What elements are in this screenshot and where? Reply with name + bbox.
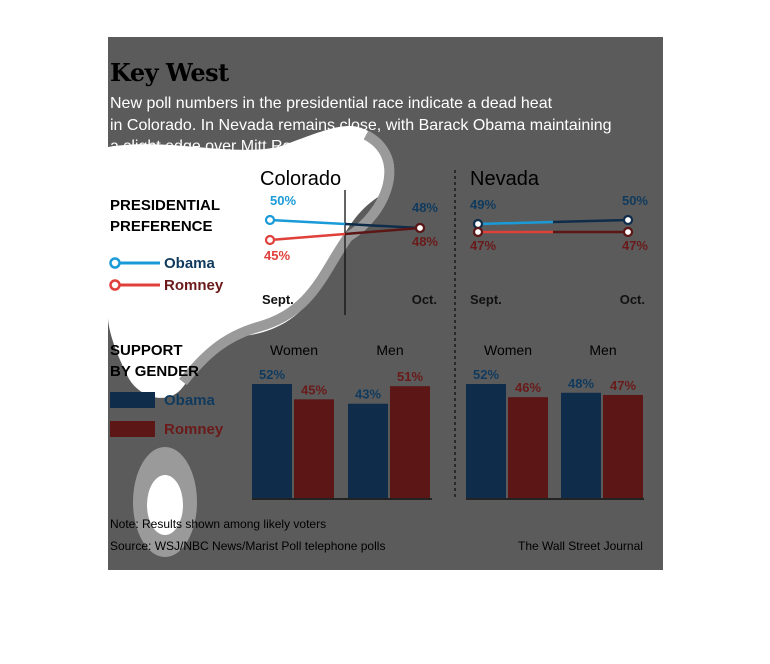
nevada-romney-point-sept xyxy=(474,228,482,236)
colorado-x-label-sept: Sept. xyxy=(262,292,294,307)
colorado-women-obama-value: 52% xyxy=(258,367,286,382)
colorado-label-obama-sept: 50% xyxy=(270,193,297,208)
colorado-women-romney-value: 45% xyxy=(300,382,328,398)
nevada-x-label-sept: Sept. xyxy=(470,292,502,307)
state-label-colorado: Colorado xyxy=(260,168,342,190)
colorado-romney-line-oct xyxy=(345,228,420,234)
colorado-men-romney-value: 51% xyxy=(396,369,424,385)
nevada-men-obama-bar xyxy=(561,393,601,498)
nevada-x-label-oct: Oct. xyxy=(619,292,645,307)
section2-line2: BY GENDER xyxy=(110,363,199,380)
nevada-women-romney-bar xyxy=(508,397,548,498)
nevada-obama-line-oct xyxy=(553,220,628,222)
subtitle-line-2: in Colorado. In Nevada remains close, with Barack Obama maintaining xyxy=(110,117,612,134)
nevada-romney-point-oct xyxy=(624,228,632,236)
nevada-group-label-men: Men xyxy=(589,342,617,358)
colorado-group-label-men: Men xyxy=(376,342,404,358)
colorado-romney-point-oct xyxy=(416,224,424,232)
colorado-men-obama-value: 43% xyxy=(354,386,382,402)
nevada-men-romney-bar xyxy=(603,395,643,498)
chart-title: Key West xyxy=(110,58,229,87)
colorado-women-obama-bar xyxy=(252,384,292,498)
legend-obama-swatch xyxy=(110,392,155,408)
footnote: Note: Results shown among likely voters xyxy=(110,517,327,531)
colorado-x-label-oct: Oct. xyxy=(411,292,437,307)
colorado-obama-point-sept xyxy=(266,216,274,224)
colorado-label-obama-oct: 48% xyxy=(411,200,438,215)
section2-line1: SUPPORT xyxy=(110,342,183,359)
nevada-obama-line-sept xyxy=(478,222,553,224)
colorado-group-label-women: Women xyxy=(270,342,318,358)
nevada-label-romney-sept: 47% xyxy=(470,238,497,253)
legend-obama-bar-label: Obama xyxy=(164,392,215,409)
nevada-men-obama-value: 48% xyxy=(567,375,595,391)
nevada-label-obama-sept: 49% xyxy=(470,197,497,212)
state-label-nevada: Nevada xyxy=(470,168,539,190)
legend-romney-bar-label: Romney xyxy=(164,421,224,438)
section1-line1: PRESIDENTIAL xyxy=(110,197,221,214)
nevada-men-romney-value: 47% xyxy=(609,377,637,393)
colorado-label-romney-sept: 45% xyxy=(264,248,291,263)
colorado-men-obama-bar xyxy=(348,404,388,498)
section1-line2: PREFERENCE xyxy=(110,218,213,235)
nevada-women-romney-value: 46% xyxy=(514,380,542,396)
colorado-obama-line-oct xyxy=(345,224,420,228)
subtitle-line-1: New poll numbers in the presidential race indicate a dead heat xyxy=(110,95,553,112)
nevada-label-romney-oct: 47% xyxy=(621,238,648,253)
nevada-obama-point-sept xyxy=(474,220,482,228)
legend-romney-line-label: Romney xyxy=(164,277,224,294)
colorado-obama-line-sept xyxy=(270,220,345,224)
legend-obama-marker xyxy=(111,259,120,268)
nevada-women-obama-value: 52% xyxy=(472,367,500,382)
nevada-label-obama-oct: 50% xyxy=(621,193,648,208)
legend-romney-swatch xyxy=(110,421,155,437)
colorado-romney-point-sept xyxy=(266,236,274,244)
colorado-romney-line-sept xyxy=(270,234,345,240)
source: Source: WSJ/NBC News/Marist Poll telephone polls xyxy=(110,539,386,553)
colorado-women-romney-bar xyxy=(294,399,334,498)
nevada-obama-point-oct xyxy=(624,216,632,224)
legend-obama-line-label: Obama xyxy=(164,255,215,272)
nevada-group-label-women: Women xyxy=(484,342,532,358)
colorado-men-romney-bar xyxy=(390,386,430,498)
colorado-label-romney-oct: 48% xyxy=(411,234,438,249)
subtitle-line-3: a slight edge over Mitt Romney. xyxy=(110,138,334,155)
nevada-women-obama-bar xyxy=(466,384,506,498)
legend-romney-marker xyxy=(111,281,120,290)
credit: The Wall Street Journal xyxy=(518,539,643,553)
